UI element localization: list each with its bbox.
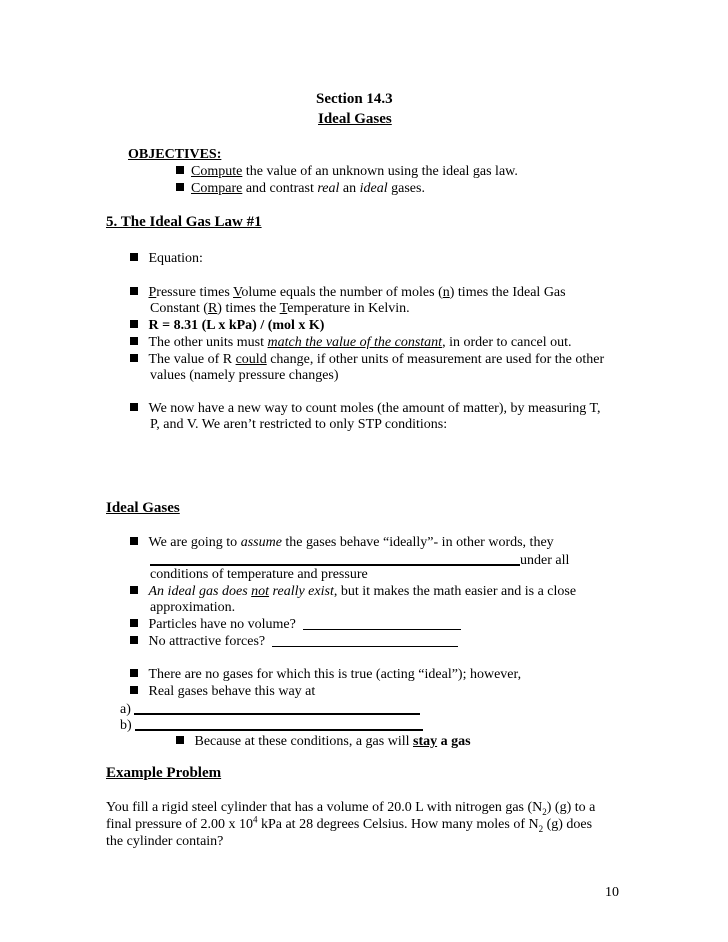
bullet-square-icon	[130, 586, 138, 594]
list-item: The other units must match the value of the constant, in order to cancel out.	[130, 334, 572, 351]
list-item-continuation: Constant (R) times the Temperature in Kelvin.	[150, 301, 410, 316]
list-item: R = 8.31 (L x kPa) / (mol x K)	[130, 317, 324, 334]
list-item: There are no gases for which this is true (acting “ideal”); however,	[130, 666, 521, 683]
page-number: 10	[605, 885, 619, 900]
list-item: The value of R could change, if other units of measurement are used for the other	[130, 351, 604, 368]
list-item: Particles have no volume?	[130, 616, 461, 633]
list-item: An ideal gas does not really exist, but it makes the math easier and is a close	[130, 583, 576, 600]
bullet-square-icon	[130, 686, 138, 694]
bullet-square-icon	[130, 403, 138, 411]
bullet-square-icon	[130, 636, 138, 644]
bullet-square-icon	[176, 736, 184, 744]
section-heading: Example Problem	[106, 765, 222, 781]
fill-in-blank[interactable]	[135, 716, 423, 731]
bullet-square-icon	[130, 337, 138, 345]
list-item-continuation: P, and V. We aren’t restricted to only STP conditions:	[150, 417, 448, 432]
list-item: We now have a new way to count moles (the amount of matter), by measuring T,	[130, 400, 601, 417]
list-item: No attractive forces?	[130, 633, 458, 650]
objective-item: Compare and contrast real an ideal gases.	[176, 180, 425, 197]
fill-in-blank[interactable]	[134, 700, 420, 715]
list-item-continuation: conditions of temperature and pressure	[150, 567, 368, 582]
list-item-a: a)	[120, 700, 420, 718]
sub-list-item: Because at these conditions, a gas will stay a gas	[176, 733, 471, 750]
list-item-continuation: under all	[150, 550, 569, 569]
bullet-square-icon	[176, 183, 184, 191]
list-item: Real gases behave this way at	[130, 683, 315, 700]
section-heading: Ideal Gases	[106, 500, 180, 516]
fill-in-blank[interactable]	[303, 617, 461, 630]
bullet-square-icon	[130, 537, 138, 545]
bullet-square-icon	[130, 619, 138, 627]
list-item: We are going to assume the gases behave “ideally”- in other words, they	[130, 534, 554, 551]
list-item-b: b)	[120, 716, 423, 734]
fill-in-blank[interactable]	[150, 550, 520, 566]
list-item-continuation: approximation.	[150, 600, 236, 615]
list-item-continuation: values (namely pressure changes)	[150, 368, 339, 383]
paragraph-line: the cylinder contain?	[106, 834, 224, 849]
section-heading: 5. The Ideal Gas Law #1	[106, 214, 262, 230]
objective-item: Compute the value of an unknown using the ideal gas law.	[176, 163, 518, 180]
bullet-square-icon	[176, 166, 184, 174]
section-number: Section 14.3	[316, 91, 393, 107]
paragraph-line: final pressure of 2.00 x $10^4$ kPa at 28 degrees Celsius. How many moles of $N_2$ (g) does	[106, 814, 593, 834]
bullet-square-icon	[130, 287, 138, 295]
list-item: Equation:	[130, 250, 203, 267]
bullet-square-icon	[130, 320, 138, 328]
bullet-square-icon	[130, 253, 138, 261]
fill-in-blank[interactable]	[272, 634, 458, 647]
bullet-square-icon	[130, 669, 138, 677]
list-item: Pressure times Volume equals the number of moles (n) times the Ideal Gas	[130, 284, 566, 301]
paragraph-line: You fill a rigid steel cylinder that has a volume of 20.0 L with nitrogen gas $(N_2)$ (g) to a	[106, 800, 596, 817]
objectives-heading: OBJECTIVES:	[128, 147, 222, 162]
bullet-square-icon	[130, 354, 138, 362]
page-title: Ideal Gases	[318, 111, 392, 127]
